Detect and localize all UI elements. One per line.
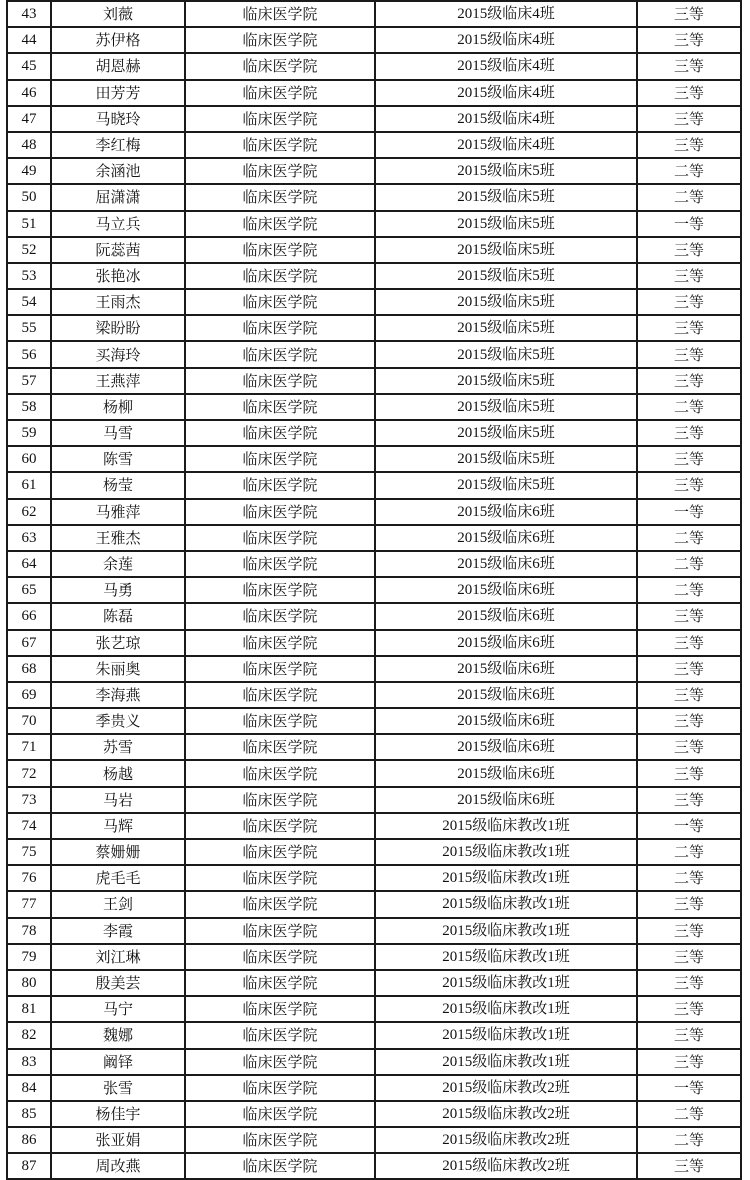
row-number-cell: 44 <box>7 27 51 53</box>
award-level-cell: 二等 <box>637 1101 741 1127</box>
award-level-cell: 三等 <box>637 1 741 27</box>
college-cell: 临床医学院 <box>185 472 375 498</box>
student-name-cell: 马辉 <box>51 813 185 839</box>
class-cell: 2015级临床6班 <box>375 734 637 760</box>
class-cell: 2015级临床6班 <box>375 551 637 577</box>
college-cell: 临床医学院 <box>185 682 375 708</box>
class-cell: 2015级临床6班 <box>375 787 637 813</box>
award-level-cell: 一等 <box>637 813 741 839</box>
student-name-cell: 刘薇 <box>51 1 185 27</box>
table-row <box>7 499 741 525</box>
student-name-cell: 朱丽奥 <box>51 656 185 682</box>
table-row <box>7 132 741 158</box>
table-row <box>7 394 741 420</box>
student-name-cell: 屈潇潇 <box>51 184 185 210</box>
award-level-cell: 二等 <box>637 184 741 210</box>
row-number-cell: 61 <box>7 472 51 498</box>
college-cell: 临床医学院 <box>185 970 375 996</box>
award-level-cell: 三等 <box>637 734 741 760</box>
award-level-cell: 三等 <box>637 263 741 289</box>
college-cell: 临床医学院 <box>185 80 375 106</box>
class-cell: 2015级临床教改1班 <box>375 970 637 996</box>
college-cell: 临床医学院 <box>185 315 375 341</box>
row-number-cell: 64 <box>7 551 51 577</box>
table-row <box>7 839 741 865</box>
class-cell: 2015级临床教改1班 <box>375 1022 637 1048</box>
student-name-cell: 马雅萍 <box>51 499 185 525</box>
college-cell: 临床医学院 <box>185 760 375 786</box>
table-row <box>7 106 741 132</box>
class-cell: 2015级临床教改2班 <box>375 1127 637 1153</box>
table-row <box>7 630 741 656</box>
row-number-cell: 73 <box>7 787 51 813</box>
row-number-cell: 49 <box>7 158 51 184</box>
student-name-cell: 马勇 <box>51 577 185 603</box>
award-level-cell: 一等 <box>637 211 741 237</box>
award-level-cell: 三等 <box>637 630 741 656</box>
award-level-cell: 三等 <box>637 53 741 79</box>
student-name-cell: 虎毛毛 <box>51 865 185 891</box>
class-cell: 2015级临床5班 <box>375 158 637 184</box>
class-cell: 2015级临床5班 <box>375 263 637 289</box>
row-number-cell: 58 <box>7 394 51 420</box>
award-level-cell: 三等 <box>637 918 741 944</box>
row-number-cell: 53 <box>7 263 51 289</box>
class-cell: 2015级临床6班 <box>375 499 637 525</box>
class-cell: 2015级临床6班 <box>375 525 637 551</box>
row-number-cell: 78 <box>7 918 51 944</box>
row-number-cell: 76 <box>7 865 51 891</box>
class-cell: 2015级临床教改1班 <box>375 944 637 970</box>
college-cell: 临床医学院 <box>185 499 375 525</box>
college-cell: 临床医学院 <box>185 944 375 970</box>
college-cell: 临床医学院 <box>185 420 375 446</box>
student-name-cell: 李红梅 <box>51 132 185 158</box>
row-number-cell: 51 <box>7 211 51 237</box>
class-cell: 2015级临床6班 <box>375 708 637 734</box>
college-cell: 临床医学院 <box>185 158 375 184</box>
award-level-cell: 三等 <box>637 237 741 263</box>
class-cell: 2015级临床4班 <box>375 53 637 79</box>
college-cell: 临床医学院 <box>185 839 375 865</box>
row-number-cell: 57 <box>7 368 51 394</box>
college-cell: 临床医学院 <box>185 1 375 27</box>
table-row <box>7 682 741 708</box>
award-level-cell: 二等 <box>637 158 741 184</box>
class-cell: 2015级临床5班 <box>375 394 637 420</box>
class-cell: 2015级临床4班 <box>375 80 637 106</box>
award-level-cell: 二等 <box>637 577 741 603</box>
row-number-cell: 80 <box>7 970 51 996</box>
college-cell: 临床医学院 <box>185 1101 375 1127</box>
class-cell: 2015级临床5班 <box>375 315 637 341</box>
student-name-cell: 王雨杰 <box>51 289 185 315</box>
class-cell: 2015级临床4班 <box>375 106 637 132</box>
student-name-cell: 买海玲 <box>51 341 185 367</box>
college-cell: 临床医学院 <box>185 368 375 394</box>
college-cell: 临床医学院 <box>185 577 375 603</box>
student-name-cell: 阮蕊茜 <box>51 237 185 263</box>
row-number-cell: 60 <box>7 446 51 472</box>
class-cell: 2015级临床教改1班 <box>375 891 637 917</box>
row-number-cell: 56 <box>7 341 51 367</box>
class-cell: 2015级临床6班 <box>375 577 637 603</box>
college-cell: 临床医学院 <box>185 132 375 158</box>
college-cell: 临床医学院 <box>185 525 375 551</box>
student-name-cell: 周改燕 <box>51 1153 185 1179</box>
class-cell: 2015级临床教改2班 <box>375 1101 637 1127</box>
college-cell: 临床医学院 <box>185 1049 375 1075</box>
class-cell: 2015级临床教改1班 <box>375 996 637 1022</box>
student-name-cell: 苏伊格 <box>51 27 185 53</box>
student-name-cell: 李霞 <box>51 918 185 944</box>
class-cell: 2015级临床5班 <box>375 420 637 446</box>
student-name-cell: 王雅杰 <box>51 525 185 551</box>
row-number-cell: 63 <box>7 525 51 551</box>
college-cell: 临床医学院 <box>185 630 375 656</box>
table-row <box>7 734 741 760</box>
table-row <box>7 944 741 970</box>
college-cell: 临床医学院 <box>185 865 375 891</box>
award-level-cell: 二等 <box>637 394 741 420</box>
college-cell: 临床医学院 <box>185 1075 375 1101</box>
student-name-cell: 王燕萍 <box>51 368 185 394</box>
award-level-cell: 三等 <box>637 472 741 498</box>
student-name-cell: 胡恩赫 <box>51 53 185 79</box>
row-number-cell: 45 <box>7 53 51 79</box>
award-level-cell: 三等 <box>637 132 741 158</box>
award-level-cell: 三等 <box>637 341 741 367</box>
row-number-cell: 59 <box>7 420 51 446</box>
student-name-cell: 杨莹 <box>51 472 185 498</box>
table-row <box>7 891 741 917</box>
class-cell: 2015级临床教改2班 <box>375 1153 637 1179</box>
table-row <box>7 813 741 839</box>
table-row <box>7 158 741 184</box>
class-cell: 2015级临床5班 <box>375 368 637 394</box>
class-cell: 2015级临床教改1班 <box>375 918 637 944</box>
row-number-cell: 65 <box>7 577 51 603</box>
table-row <box>7 341 741 367</box>
row-number-cell: 62 <box>7 499 51 525</box>
row-number-cell: 66 <box>7 603 51 629</box>
row-number-cell: 82 <box>7 1022 51 1048</box>
student-name-cell: 蔡姗姗 <box>51 839 185 865</box>
table-row <box>7 865 741 891</box>
college-cell: 临床医学院 <box>185 53 375 79</box>
award-level-cell: 三等 <box>637 1153 741 1179</box>
student-name-cell: 殷美芸 <box>51 970 185 996</box>
row-number-cell: 54 <box>7 289 51 315</box>
table-row <box>7 315 741 341</box>
award-level-cell: 三等 <box>637 656 741 682</box>
college-cell: 临床医学院 <box>185 787 375 813</box>
college-cell: 临床医学院 <box>185 708 375 734</box>
table-row <box>7 27 741 53</box>
table-row <box>7 996 741 1022</box>
table-row <box>7 603 741 629</box>
student-name-cell: 张雪 <box>51 1075 185 1101</box>
row-number-cell: 72 <box>7 760 51 786</box>
student-name-cell: 张亚娟 <box>51 1127 185 1153</box>
college-cell: 临床医学院 <box>185 341 375 367</box>
class-cell: 2015级临床6班 <box>375 760 637 786</box>
row-number-cell: 71 <box>7 734 51 760</box>
row-number-cell: 47 <box>7 106 51 132</box>
college-cell: 临床医学院 <box>185 211 375 237</box>
college-cell: 临床医学院 <box>185 106 375 132</box>
student-name-cell: 杨越 <box>51 760 185 786</box>
table-row <box>7 446 741 472</box>
class-cell: 2015级临床教改1班 <box>375 839 637 865</box>
table-row <box>7 211 741 237</box>
table-row <box>7 368 741 394</box>
student-name-cell: 田芳芳 <box>51 80 185 106</box>
row-number-cell: 48 <box>7 132 51 158</box>
student-name-cell: 张艺琼 <box>51 630 185 656</box>
college-cell: 临床医学院 <box>185 1022 375 1048</box>
table-row <box>7 1153 741 1179</box>
award-level-cell: 三等 <box>637 891 741 917</box>
class-cell: 2015级临床教改2班 <box>375 1075 637 1101</box>
award-level-cell: 三等 <box>637 970 741 996</box>
college-cell: 临床医学院 <box>185 551 375 577</box>
student-name-cell: 阚铎 <box>51 1049 185 1075</box>
table-row <box>7 656 741 682</box>
college-cell: 临床医学院 <box>185 813 375 839</box>
class-cell: 2015级临床4班 <box>375 1 637 27</box>
table-row <box>7 80 741 106</box>
row-number-cell: 87 <box>7 1153 51 1179</box>
row-number-cell: 55 <box>7 315 51 341</box>
award-level-cell: 三等 <box>637 760 741 786</box>
table-row <box>7 1 741 27</box>
award-level-cell: 一等 <box>637 499 741 525</box>
student-name-cell: 张艳冰 <box>51 263 185 289</box>
table-row <box>7 263 741 289</box>
student-name-cell: 马晓玲 <box>51 106 185 132</box>
student-name-cell: 马立兵 <box>51 211 185 237</box>
college-cell: 临床医学院 <box>185 918 375 944</box>
award-level-cell: 三等 <box>637 80 741 106</box>
award-level-cell: 三等 <box>637 446 741 472</box>
award-level-cell: 三等 <box>637 106 741 132</box>
class-cell: 2015级临床5班 <box>375 211 637 237</box>
award-level-cell: 三等 <box>637 368 741 394</box>
student-name-cell: 余莲 <box>51 551 185 577</box>
class-cell: 2015级临床6班 <box>375 630 637 656</box>
college-cell: 临床医学院 <box>185 996 375 1022</box>
row-number-cell: 75 <box>7 839 51 865</box>
table-row <box>7 525 741 551</box>
table-row <box>7 420 741 446</box>
class-cell: 2015级临床5班 <box>375 237 637 263</box>
table-row <box>7 577 741 603</box>
class-cell: 2015级临床教改1班 <box>375 865 637 891</box>
row-number-cell: 77 <box>7 891 51 917</box>
table-row <box>7 760 741 786</box>
award-level-cell: 三等 <box>637 996 741 1022</box>
college-cell: 临床医学院 <box>185 237 375 263</box>
college-cell: 临床医学院 <box>185 394 375 420</box>
student-name-cell: 马岩 <box>51 787 185 813</box>
table-row <box>7 970 741 996</box>
class-cell: 2015级临床6班 <box>375 682 637 708</box>
college-cell: 临床医学院 <box>185 603 375 629</box>
award-table <box>6 0 742 1180</box>
student-name-cell: 李海燕 <box>51 682 185 708</box>
table-row <box>7 53 741 79</box>
college-cell: 临床医学院 <box>185 263 375 289</box>
row-number-cell: 83 <box>7 1049 51 1075</box>
table-row <box>7 1075 741 1101</box>
student-name-cell: 梁盼盼 <box>51 315 185 341</box>
college-cell: 临床医学院 <box>185 734 375 760</box>
row-number-cell: 43 <box>7 1 51 27</box>
class-cell: 2015级临床5班 <box>375 341 637 367</box>
award-level-cell: 二等 <box>637 865 741 891</box>
row-number-cell: 52 <box>7 237 51 263</box>
award-level-cell: 三等 <box>637 27 741 53</box>
student-name-cell: 陈雪 <box>51 446 185 472</box>
college-cell: 临床医学院 <box>185 1153 375 1179</box>
award-level-cell: 三等 <box>637 787 741 813</box>
row-number-cell: 68 <box>7 656 51 682</box>
award-level-cell: 三等 <box>637 420 741 446</box>
row-number-cell: 84 <box>7 1075 51 1101</box>
award-level-cell: 二等 <box>637 839 741 865</box>
student-name-cell: 苏雪 <box>51 734 185 760</box>
table-row <box>7 1101 741 1127</box>
award-level-cell: 三等 <box>637 289 741 315</box>
table-row <box>7 787 741 813</box>
college-cell: 临床医学院 <box>185 184 375 210</box>
table-row <box>7 472 741 498</box>
table-row <box>7 237 741 263</box>
row-number-cell: 50 <box>7 184 51 210</box>
award-level-cell: 一等 <box>637 1075 741 1101</box>
college-cell: 临床医学院 <box>185 289 375 315</box>
award-level-cell: 二等 <box>637 551 741 577</box>
award-level-cell: 三等 <box>637 1049 741 1075</box>
award-level-cell: 三等 <box>637 1022 741 1048</box>
class-cell: 2015级临床6班 <box>375 603 637 629</box>
college-cell: 临床医学院 <box>185 27 375 53</box>
class-cell: 2015级临床5班 <box>375 289 637 315</box>
student-name-cell: 余涵池 <box>51 158 185 184</box>
table-row <box>7 289 741 315</box>
student-name-cell: 杨柳 <box>51 394 185 420</box>
table-row <box>7 708 741 734</box>
row-number-cell: 79 <box>7 944 51 970</box>
award-table-body <box>7 1 741 1179</box>
student-name-cell: 王剑 <box>51 891 185 917</box>
class-cell: 2015级临床5班 <box>375 446 637 472</box>
award-list-sheet <box>6 0 740 1176</box>
row-number-cell: 74 <box>7 813 51 839</box>
student-name-cell: 陈磊 <box>51 603 185 629</box>
class-cell: 2015级临床4班 <box>375 132 637 158</box>
class-cell: 2015级临床5班 <box>375 184 637 210</box>
table-row <box>7 551 741 577</box>
student-name-cell: 刘江琳 <box>51 944 185 970</box>
college-cell: 临床医学院 <box>185 656 375 682</box>
award-level-cell: 三等 <box>637 315 741 341</box>
table-row <box>7 1049 741 1075</box>
class-cell: 2015级临床4班 <box>375 27 637 53</box>
college-cell: 临床医学院 <box>185 1127 375 1153</box>
award-level-cell: 三等 <box>637 603 741 629</box>
row-number-cell: 46 <box>7 80 51 106</box>
table-row <box>7 918 741 944</box>
table-row <box>7 1127 741 1153</box>
student-name-cell: 魏娜 <box>51 1022 185 1048</box>
student-name-cell: 马宁 <box>51 996 185 1022</box>
award-level-cell: 二等 <box>637 525 741 551</box>
class-cell: 2015级临床6班 <box>375 656 637 682</box>
award-level-cell: 三等 <box>637 682 741 708</box>
row-number-cell: 81 <box>7 996 51 1022</box>
student-name-cell: 杨佳宇 <box>51 1101 185 1127</box>
college-cell: 临床医学院 <box>185 891 375 917</box>
row-number-cell: 86 <box>7 1127 51 1153</box>
college-cell: 临床医学院 <box>185 446 375 472</box>
row-number-cell: 85 <box>7 1101 51 1127</box>
award-level-cell: 三等 <box>637 708 741 734</box>
class-cell: 2015级临床教改1班 <box>375 813 637 839</box>
class-cell: 2015级临床5班 <box>375 472 637 498</box>
student-name-cell: 季贵义 <box>51 708 185 734</box>
row-number-cell: 69 <box>7 682 51 708</box>
table-row <box>7 184 741 210</box>
class-cell: 2015级临床教改1班 <box>375 1049 637 1075</box>
student-name-cell: 马雪 <box>51 420 185 446</box>
row-number-cell: 67 <box>7 630 51 656</box>
award-level-cell: 三等 <box>637 944 741 970</box>
award-level-cell: 二等 <box>637 1127 741 1153</box>
table-row <box>7 1022 741 1048</box>
row-number-cell: 70 <box>7 708 51 734</box>
